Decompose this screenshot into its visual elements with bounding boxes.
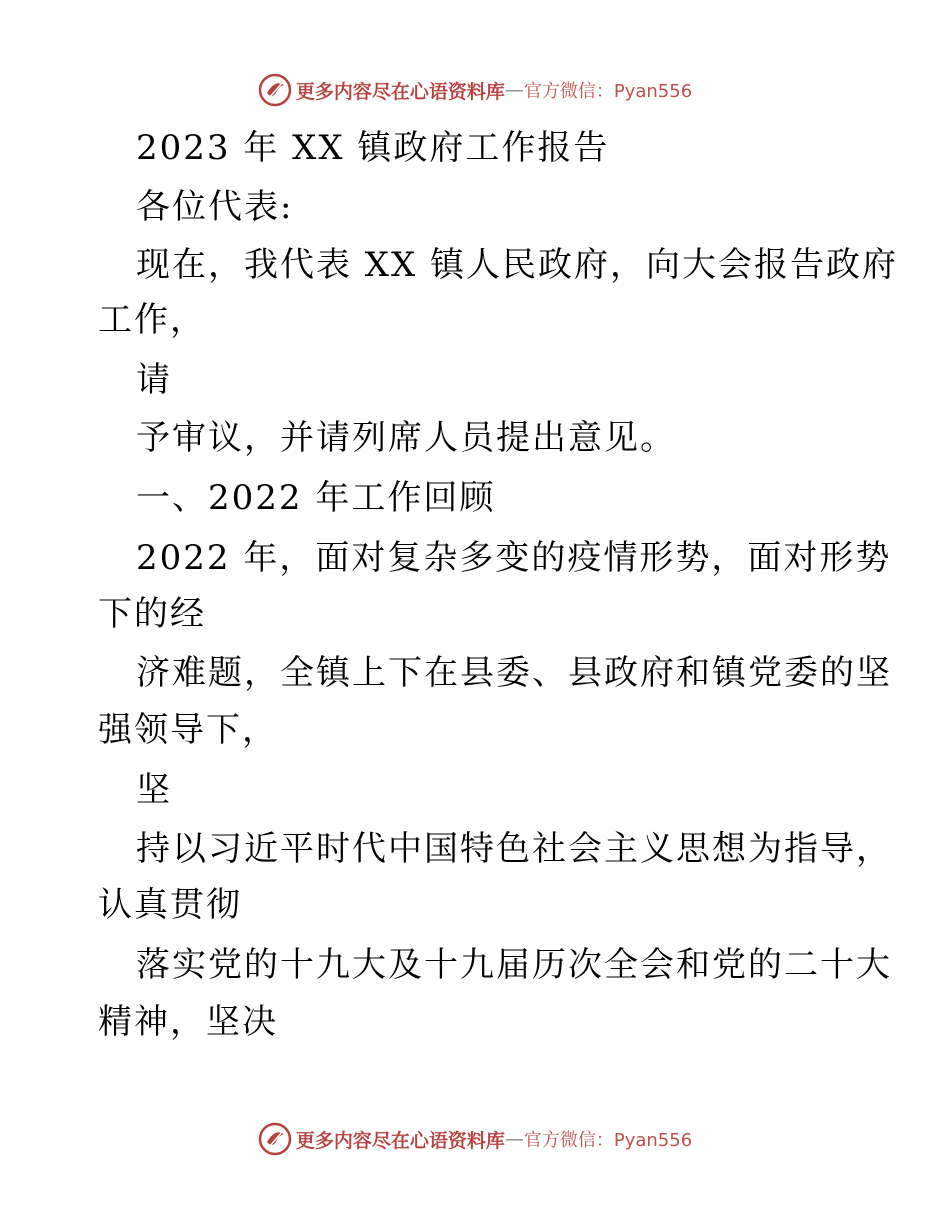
paragraph-line: 济难题，全镇上下在县委、县政府和镇党委的坚: [136, 653, 892, 693]
paragraph-line: 强领导下，: [98, 710, 278, 750]
paragraph-line: 工作，: [98, 300, 206, 340]
paragraph-line: 2022 年，面对复杂多变的疫情形势，面对形势: [136, 538, 892, 578]
banner-main-text: 更多内容尽在心语资料库: [295, 1129, 505, 1152]
paragraph-line: 请: [136, 360, 172, 400]
salutation: 各位代表:: [136, 187, 294, 227]
brand-logo-icon: [258, 73, 292, 107]
footer-watermark-banner: [0, 1119, 950, 1159]
brand-logo-icon: [258, 1122, 292, 1156]
paragraph-line: 落实党的十九大及十九届历次全会和党的二十大: [136, 945, 892, 985]
report-title: 2023 年 XX 镇政府工作报告: [136, 128, 610, 168]
section-heading: 一、2022 年工作回顾: [136, 478, 496, 518]
banner-wechat-text: 官方微信：Pyan556: [523, 1130, 693, 1151]
paragraph-line: 下的经: [98, 594, 206, 634]
paragraph-line: 认真贯彻: [98, 885, 242, 925]
header-watermark-banner: [0, 70, 950, 110]
paragraph-line: 持以习近平时代中国特色社会主义思想为指导，: [136, 829, 892, 869]
banner-separator: —: [504, 79, 524, 101]
banner-separator: —: [504, 1128, 524, 1150]
paragraph-line: 予审议，并请列席人员提出意见。: [136, 418, 676, 458]
paragraph-line: 精神，坚决: [98, 1002, 278, 1042]
paragraph-line: 现在，我代表 XX 镇人民政府，向大会报告政府: [136, 245, 899, 285]
paragraph-line: 坚: [136, 770, 172, 810]
banner-wechat-text: 官方微信：Pyan556: [523, 81, 693, 102]
banner-main-text: 更多内容尽在心语资料库: [295, 80, 505, 103]
